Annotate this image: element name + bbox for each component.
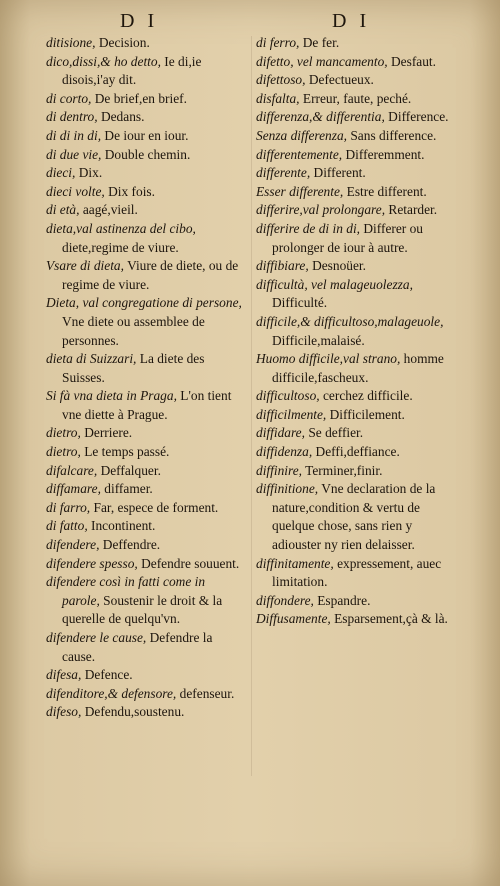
entry-headword: difendere così in fatti come in parole, — [46, 574, 206, 608]
dictionary-entry — [256, 276, 460, 313]
dictionary-entry — [256, 164, 460, 183]
entry-translation: Vne diete ou assemblee de personnes. — [62, 313, 205, 348]
entry-headword: diffamare, — [46, 481, 101, 497]
entry-headword: diffinitamente, — [256, 555, 334, 571]
entry-headword: difficultà, vel malageuolezza, — [256, 276, 413, 292]
entry-headword: Si fà vna dieta in Praga, — [46, 388, 177, 404]
entry-translation: Defendu,soustenu. — [84, 704, 185, 720]
dictionary-entry — [46, 573, 246, 629]
entry-translation: Decision. — [98, 35, 150, 50]
entry-translation: Dix. — [78, 165, 103, 181]
entry-translation: L'on tient vne diette à Prague. — [62, 388, 232, 422]
entry-headword: di dentro, — [46, 109, 98, 125]
dictionary-entry — [256, 406, 460, 425]
entry-translation: Defendre souuent. — [141, 555, 240, 571]
entry-headword: diffondere, — [256, 592, 314, 608]
entry-headword: difalcare, — [46, 462, 98, 478]
entry-headword: di ferro, — [256, 35, 300, 50]
entry-translation: expressement, auec limitation. — [272, 555, 442, 590]
dictionary-entry — [256, 220, 460, 257]
entry-translation: La diete des Suisses. — [62, 351, 205, 385]
entry-headword: difenditore,& defensore, — [46, 685, 177, 701]
entry-translation: Ie di,ie disois,i'ay dit. — [62, 53, 202, 88]
dictionary-entry — [46, 90, 246, 109]
entry-headword: differenza,& differentia, — [256, 109, 385, 125]
dictionary-entry — [46, 146, 246, 165]
entry-headword: disfalta, — [256, 90, 300, 106]
dictionary-entry — [46, 499, 246, 518]
entry-translation: Difficilement. — [329, 406, 405, 422]
entry-translation: Desfaut. — [391, 53, 436, 69]
dictionary-entry — [46, 201, 246, 220]
dictionary-entry — [46, 108, 246, 127]
dictionary-entry — [46, 480, 246, 499]
dictionary-entry — [46, 685, 246, 704]
entry-translation: Espandre. — [317, 592, 371, 608]
dictionary-entry — [256, 387, 460, 406]
entry-translation: Sans difference. — [350, 127, 437, 143]
entry-translation: Terminer,finir. — [305, 462, 383, 478]
dictionary-entry — [46, 462, 246, 481]
dictionary-entry — [46, 127, 246, 146]
entry-translation: Difficulté. — [272, 295, 328, 311]
entry-headword: di corto, — [46, 90, 92, 106]
dictionary-entry — [256, 53, 460, 72]
entry-headword: difettoso, — [256, 72, 306, 88]
entry-headword: difendere le cause, — [46, 630, 147, 645]
dictionary-entry — [46, 387, 246, 424]
dictionary-entry — [256, 443, 460, 462]
dictionary-entry — [256, 257, 460, 276]
dictionary-entry — [46, 666, 246, 685]
entry-headword: difendere, — [46, 537, 100, 553]
dictionary-entry — [256, 71, 460, 90]
entry-headword: difendere spesso, — [46, 555, 138, 571]
dictionary-entry — [256, 462, 460, 481]
dictionary-entry — [256, 610, 460, 629]
dictionary-entry — [46, 555, 246, 574]
entry-translation: Double chemin. — [104, 146, 191, 162]
dictionary-entry — [256, 183, 460, 202]
entry-translation: Dix fois. — [108, 183, 155, 199]
entry-translation: diffamer. — [104, 481, 153, 497]
entry-headword: difesa, — [46, 667, 82, 683]
entry-translation: cerchez difficile. — [322, 388, 413, 404]
entry-headword: dico,dissi,& ho detto, — [46, 53, 161, 69]
entry-translation: Difference. — [388, 109, 449, 125]
entry-headword: di fatto, — [46, 518, 88, 534]
entry-translation: Deffalquer. — [100, 462, 161, 478]
dictionary-entry — [46, 536, 246, 555]
dictionary-entry — [256, 108, 460, 127]
entry-headword: ditisione, — [46, 35, 96, 50]
dictionary-entry — [256, 313, 460, 350]
dictionary-column-left — [46, 34, 246, 722]
entry-headword: difficilmente, — [256, 406, 327, 422]
entry-translation: Far, espece de forment. — [93, 499, 219, 515]
entry-translation: Defence. — [84, 667, 133, 683]
running-header-right: D I — [332, 10, 371, 32]
running-header-left: D I — [120, 10, 159, 32]
entry-headword: difficultoso, — [256, 388, 320, 404]
entry-translation: Differemment. — [345, 146, 425, 162]
entry-translation: diete,regime de viure. — [62, 239, 179, 255]
entry-headword: diffidare, — [256, 425, 305, 441]
entry-headword: dietro, — [46, 444, 81, 460]
dictionary-entry — [46, 220, 246, 257]
entry-headword: diffidenza, — [256, 444, 313, 460]
entry-translation: defenseur. — [179, 685, 235, 701]
entry-translation: Desnoüer. — [312, 258, 366, 274]
entry-translation: Derriere. — [84, 425, 133, 441]
dictionary-entry — [256, 127, 460, 146]
entry-headword: dieta di Suizzari, — [46, 351, 137, 367]
dictionary-entry — [46, 424, 246, 443]
dictionary-entry — [46, 294, 246, 350]
entry-headword: diffinitione, — [256, 481, 319, 497]
dictionary-entry — [46, 183, 246, 202]
entry-headword: Vsare di dieta, — [46, 258, 124, 274]
entry-headword: Senza differenza, — [256, 127, 347, 143]
entry-headword: differentemente, — [256, 146, 343, 162]
entry-translation: Dedans. — [100, 109, 145, 125]
entry-headword: di di in di, — [46, 127, 102, 143]
entry-translation: Vne declaration de la nature,condition & vertu de quelque chose, sans rien y adiouster ny rien delaisser. — [272, 481, 436, 553]
entry-headword: Huomo difficile,val strano, — [256, 351, 401, 367]
entry-headword: Dieta, val congregatione di persone, — [46, 295, 242, 311]
entry-translation: homme difficile,fascheux. — [272, 351, 444, 385]
dictionary-entry — [46, 164, 246, 183]
dictionary-entry — [46, 443, 246, 462]
dictionary-entry — [46, 34, 246, 53]
entry-translation: De brief,en brief. — [94, 90, 187, 106]
dictionary-entry — [46, 53, 246, 90]
entry-headword: differire de di in di, — [256, 220, 361, 236]
entry-translation: Viure de diete, ou de regime de viure. — [62, 258, 239, 292]
entry-headword: difetto, vel mancamento, — [256, 53, 388, 69]
dictionary-entry — [46, 517, 246, 536]
entry-headword: dietro, — [46, 425, 81, 441]
column-gutter — [251, 36, 252, 776]
entry-translation: Different. — [313, 165, 366, 181]
entry-headword: differente, — [256, 165, 311, 181]
entry-headword: difficile,& difficultoso,malageuole, — [256, 313, 444, 329]
entry-translation: aagé,vieil. — [82, 202, 138, 218]
entry-headword: dieci, — [46, 165, 76, 181]
entry-headword: Esser differente, — [256, 183, 344, 199]
entry-translation: Difficile,malaisé. — [272, 332, 365, 348]
dictionary-entry — [46, 257, 246, 294]
entry-translation: Differer ou prolonger de iour à autre. — [272, 220, 423, 255]
dictionary-entry — [256, 34, 460, 53]
entry-translation: Erreur, faute, peché. — [302, 90, 412, 106]
dictionary-entry — [256, 201, 460, 220]
entry-translation: Defectueux. — [308, 72, 374, 88]
entry-headword: di farro, — [46, 499, 91, 515]
entry-translation: Soustenir le droit & la querelle de quelqu'vn. — [62, 592, 223, 627]
entry-translation: Retarder. — [388, 202, 438, 218]
entry-headword: dieta,val astinenza del cibo, — [46, 220, 196, 236]
dictionary-entry — [256, 555, 460, 592]
dictionary-entry — [256, 350, 460, 387]
entry-translation: Estre different. — [346, 183, 427, 199]
entry-headword: dieci volte, — [46, 183, 105, 199]
entry-headword: di età, — [46, 202, 80, 218]
entry-translation: Le temps passé. — [84, 444, 170, 460]
entry-headword: difeso, — [46, 704, 82, 720]
entry-translation: Esparsement,çà & là. — [334, 611, 448, 627]
entry-translation: Deffendre. — [102, 537, 161, 553]
dictionary-entry — [256, 480, 460, 554]
dictionary-entry — [46, 629, 246, 666]
entry-translation: Se deffier. — [308, 425, 364, 441]
entry-translation: Defendre la cause. — [62, 630, 213, 664]
entry-headword: diffinire, — [256, 462, 302, 478]
entry-translation: Deffi,deffiance. — [315, 444, 400, 460]
entry-headword: Diffusamente, — [256, 611, 331, 627]
dictionary-entry — [256, 424, 460, 443]
dictionary-entry — [256, 592, 460, 611]
entry-headword: differire,val prolongare, — [256, 202, 386, 218]
entry-translation: Incontinent. — [91, 518, 156, 534]
entry-translation: De iour en iour. — [104, 127, 189, 143]
entry-headword: diffibiare, — [256, 258, 309, 274]
dictionary-entry — [46, 703, 246, 722]
dictionary-column-right — [256, 34, 460, 629]
entry-translation: De fer. — [302, 35, 340, 50]
dictionary-entry — [46, 350, 246, 387]
entry-headword: di due vie, — [46, 146, 102, 162]
dictionary-entry — [256, 90, 460, 109]
dictionary-entry — [256, 146, 460, 165]
